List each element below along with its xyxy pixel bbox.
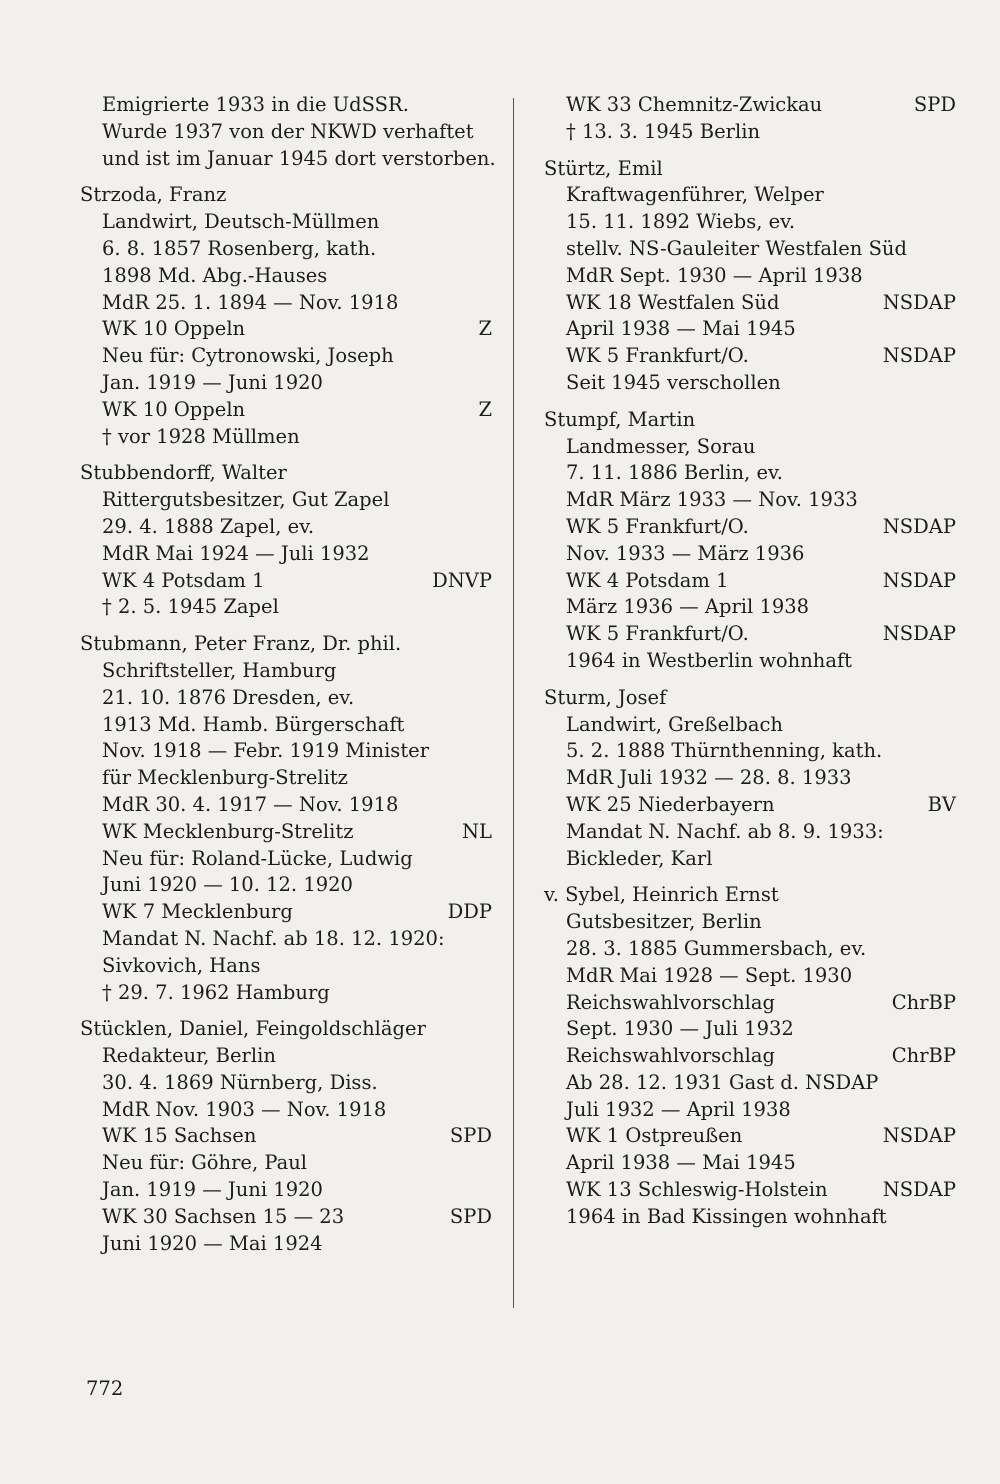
entry-line-text: April 1938 — Mai 1945 (566, 317, 796, 341)
entry-line (80, 568, 492, 595)
entry-line-text: Kraftwagenführer, Welper (566, 183, 824, 207)
entry-line-text: 15. 11. 1892 Wiebs, ev. (566, 210, 796, 234)
entry-line (544, 370, 956, 397)
entry-line-text: Jan. 1919 — Juni 1920 (102, 1178, 323, 1202)
entry-line-text: Neu für: Göhre, Paul (102, 1151, 308, 1175)
party-label: DDP (447, 900, 492, 924)
entry-line (544, 1016, 956, 1043)
entry-line-text: † vor 1928 Müllmen (102, 424, 300, 448)
entry-line (80, 146, 496, 173)
entry-name: Stücklen, Daniel, Feingoldschläger (80, 1017, 426, 1041)
entry-line (80, 514, 492, 541)
entry-line (80, 1231, 492, 1258)
entry-line (80, 1204, 492, 1231)
entry-line (80, 685, 492, 712)
entry-line (544, 1150, 956, 1177)
entry-line-text: 1913 Md. Hamb. Bürgerschaft (102, 712, 405, 736)
entry-line-text: Jan. 1919 — Juni 1920 (102, 370, 323, 394)
entry-line (80, 370, 492, 397)
entry-line-text: Neu für: Cytronowski, Joseph (102, 344, 394, 368)
entry-line-text: und ist im Januar 1945 dort verstorben. (102, 146, 496, 170)
entry-line-text: Juli 1932 — April 1938 (566, 1097, 791, 1121)
entry-line (544, 460, 956, 487)
entry-line (544, 990, 956, 1017)
entry-line-text: † 13. 3. 1945 Berlin (566, 119, 761, 143)
entry-line (544, 541, 956, 568)
entry-line-text: für Mecklenburg-Strelitz (102, 766, 348, 790)
entry-line-text: Landmesser, Sorau (566, 434, 756, 458)
entry-name: v. Sybel, Heinrich Ernst (544, 883, 779, 907)
entry-line (544, 290, 956, 317)
entry-line-text: 29. 4. 1888 Zapel, ev. (102, 514, 315, 538)
entry-line (544, 316, 956, 343)
entry-line (544, 1123, 956, 1150)
entry-line (80, 953, 492, 980)
entry-line-text: 1964 in Westberlin wohnhaft (566, 648, 853, 672)
entry-line-text: Juni 1920 — Mai 1924 (102, 1231, 323, 1255)
entry-line (544, 209, 956, 236)
entry-line (80, 1097, 492, 1124)
entry-line (544, 514, 956, 541)
entry-line (544, 621, 956, 648)
entry-line (80, 119, 492, 146)
party-label: ChrBP (891, 990, 956, 1014)
entry-name: Strzoda, Franz (80, 183, 227, 207)
entry-line-text: † 2. 5. 1945 Zapel (102, 595, 279, 619)
entry-line (544, 909, 956, 936)
entry-line (544, 1177, 956, 1204)
entry-line (80, 1123, 492, 1150)
entry-line (80, 819, 492, 846)
entry-line-text: WK 7 Mecklenburg (102, 900, 293, 924)
entry-line (544, 819, 956, 846)
entry-line-text: WK 5 Frankfurt/O. (566, 622, 749, 646)
biography-entry (80, 460, 492, 621)
party-label: NSDAP (882, 514, 956, 538)
entry-line (544, 182, 956, 209)
entry-line (544, 434, 956, 461)
right-column (544, 92, 956, 1241)
entry-line-text: Reichswahlvorschlag (566, 1044, 775, 1068)
entry-line (80, 424, 492, 451)
entry-line (80, 1150, 492, 1177)
entry-line-text: Emigrierte 1933 in die UdSSR. (102, 93, 409, 116)
entry-line (80, 658, 492, 685)
entry-line-text: WK 5 Frankfurt/O. (566, 514, 749, 538)
entry-line-text: MdR Sept. 1930 — April 1938 (566, 263, 863, 287)
entry-line-text: WK 30 Sachsen 15 — 23 (102, 1204, 345, 1228)
entry-line (80, 872, 492, 899)
entry-line-text: † 29. 7. 1962 Hamburg (102, 980, 330, 1004)
entry-line (80, 738, 492, 765)
entry-line (544, 648, 956, 675)
entry-line-text: 6. 8. 1857 Rosenberg, kath. (102, 236, 377, 260)
entry-line (544, 738, 956, 765)
entry-line-text: Mandat N. Nachf. ab 8. 9. 1933: (566, 819, 884, 843)
entry-line-text: Redakteur, Berlin (102, 1044, 276, 1068)
entry-line (544, 594, 956, 621)
entry-line-text: MdR März 1933 — Nov. 1933 (566, 488, 858, 512)
entry-line (80, 1043, 492, 1070)
page-number: 772 (86, 1377, 124, 1400)
entry-line (544, 92, 956, 119)
entry-line (544, 963, 956, 990)
entry-line-text: WK 13 Schleswig-Holstein (566, 1178, 828, 1202)
biography-entry-continuation (544, 92, 956, 146)
entry-line-text: Seit 1945 verschollen (566, 370, 781, 394)
entry-line (80, 899, 492, 926)
entry-line-text: 21. 10. 1876 Dresden, ev. (102, 685, 355, 709)
biography-entry (544, 407, 956, 675)
entry-line (80, 343, 492, 370)
entry-line (80, 765, 492, 792)
entry-line-text: WK 10 Oppeln (102, 397, 246, 421)
entry-name: Stubmann, Peter Franz, Dr. phil. (80, 632, 402, 656)
entry-line-text: Gutsbesitzer, Berlin (566, 910, 762, 934)
entry-line-text: 7. 11. 1886 Berlin, ev. (566, 461, 783, 485)
entry-line (544, 1043, 956, 1070)
entry-line-text: Landwirt, Deutsch-Müllmen (102, 210, 380, 234)
entry-line-text: MdR Mai 1928 — Sept. 1930 (566, 963, 853, 987)
entry-line (544, 792, 956, 819)
party-label: NL (461, 819, 492, 843)
party-label: NSDAP (882, 1124, 956, 1148)
entry-line-text: Mandat N. Nachf. ab 18. 12. 1920: (102, 926, 445, 950)
party-label: NSDAP (882, 290, 956, 314)
entry-line-text: WK Mecklenburg-Strelitz (102, 819, 354, 843)
entry-line-text: Nov. 1918 — Febr. 1919 Minister (102, 739, 430, 763)
entry-line (544, 343, 956, 370)
entry-line (544, 236, 956, 263)
entry-line-text: stellv. NS-Gauleiter Westfalen Süd (566, 236, 907, 260)
entry-line-text: Nov. 1933 — März 1936 (566, 541, 805, 565)
biography-entry (80, 182, 492, 450)
entry-line-text: WK 5 Frankfurt/O. (566, 344, 749, 368)
entry-line (80, 316, 492, 343)
entry-name: Stumpf, Martin (544, 407, 696, 431)
entry-line-text: Ab 28. 12. 1931 Gast d. NSDAP (566, 1070, 879, 1094)
entry-line-text: März 1936 — April 1938 (566, 595, 810, 619)
entry-line (544, 119, 956, 146)
entry-line-text: Bickleder, Karl (566, 846, 713, 870)
entry-line-text: WK 4 Potsdam 1 (566, 568, 729, 592)
entry-line (544, 263, 956, 290)
entry-line (80, 846, 492, 873)
party-label: NSDAP (882, 568, 956, 592)
entry-line (80, 1177, 492, 1204)
entry-name: Stubbendorff, Walter (80, 461, 287, 485)
entry-name: Stürtz, Emil (544, 156, 663, 180)
entry-line-text: WK 15 Sachsen (102, 1124, 257, 1148)
party-label: ChrBP (891, 1044, 956, 1068)
party-label: NSDAP (882, 622, 956, 646)
entry-line (544, 1204, 956, 1231)
entry-line (80, 541, 492, 568)
biography-entry (544, 156, 956, 397)
entry-line (80, 290, 492, 317)
biography-entry-continuation (80, 92, 496, 172)
entry-line (544, 487, 956, 514)
party-label: NSDAP (882, 344, 956, 368)
entry-line-text: 30. 4. 1869 Nürnberg, Diss. (102, 1070, 378, 1094)
entry-line-text: WK 25 Niederbayern (566, 792, 775, 816)
entry-line-text: 5. 2. 1888 Thürnthenning, kath. (566, 739, 883, 763)
biography-entry (544, 685, 956, 873)
entry-line-text: 1898 Md. Abg.-Hauses (102, 263, 328, 287)
entry-line-text: Landwirt, Greßelbach (566, 712, 783, 736)
party-label: Z (478, 397, 492, 421)
entry-line-text: Wurde 1937 von der NKWD verhaftet (102, 119, 474, 143)
entry-line (80, 209, 492, 236)
entry-line-text: WK 10 Oppeln (102, 317, 246, 341)
entry-line-text: Schriftsteller, Hamburg (102, 658, 337, 682)
party-label: SPD (449, 1124, 492, 1148)
entry-line-text: WK 1 Ostpreußen (566, 1124, 743, 1148)
party-label: SPD (913, 93, 956, 116)
entry-line (80, 92, 492, 119)
entry-line (544, 1070, 956, 1097)
entry-line-text: 28. 3. 1885 Gummersbach, ev. (566, 936, 867, 960)
entry-line-text: Reichswahlvorschlag (566, 990, 775, 1014)
entry-line (80, 712, 492, 739)
entry-line (80, 594, 492, 621)
column-divider (513, 98, 514, 1308)
entry-line (544, 936, 956, 963)
entry-line-text: Sivkovich, Hans (102, 953, 261, 977)
entry-line (544, 1097, 956, 1124)
party-label: SPD (449, 1204, 492, 1228)
entry-line (544, 568, 956, 595)
party-label: Z (478, 317, 492, 341)
entry-line (80, 397, 492, 424)
entry-line-text: Neu für: Roland-Lücke, Ludwig (102, 846, 413, 870)
left-column (80, 92, 496, 1267)
party-label: NSDAP (882, 1178, 956, 1202)
biography-entry (80, 631, 492, 1006)
entry-line-text: April 1938 — Mai 1945 (566, 1151, 796, 1175)
party-label: DNVP (432, 568, 492, 592)
entry-line (544, 765, 956, 792)
entry-line-text: MdR Nov. 1903 — Nov. 1918 (102, 1097, 387, 1121)
entry-line-text: Rittergutsbesitzer, Gut Zapel (102, 488, 390, 512)
entry-line-text: MdR 30. 4. 1917 — Nov. 1918 (102, 792, 399, 816)
entry-line (80, 980, 492, 1007)
entry-name: Sturm, Josef (544, 685, 667, 709)
entry-line (80, 926, 492, 953)
entry-line-text: MdR Juli 1932 — 28. 8. 1933 (566, 766, 852, 790)
entry-line (544, 712, 956, 739)
entry-line-text: WK 4 Potsdam 1 (102, 568, 265, 592)
entry-line-text: Juni 1920 — 10. 12. 1920 (102, 873, 353, 897)
entry-line (80, 1070, 492, 1097)
entry-line (80, 263, 492, 290)
biography-entry (80, 1016, 492, 1257)
entry-line (80, 792, 492, 819)
entry-line (80, 236, 492, 263)
entry-line-text: 1964 in Bad Kissingen wohnhaft (566, 1204, 887, 1228)
party-label: BV (927, 792, 956, 816)
entry-line-text: WK 33 Chemnitz-Zwickau (566, 93, 823, 116)
entry-line (80, 487, 492, 514)
biography-entry (544, 882, 956, 1230)
entry-line (544, 846, 956, 873)
entry-line-text: MdR Mai 1924 — Juli 1932 (102, 541, 370, 565)
entry-line-text: WK 18 Westfalen Süd (566, 290, 780, 314)
entry-line-text: MdR 25. 1. 1894 — Nov. 1918 (102, 290, 399, 314)
entry-line-text: Sept. 1930 — Juli 1932 (566, 1017, 794, 1041)
